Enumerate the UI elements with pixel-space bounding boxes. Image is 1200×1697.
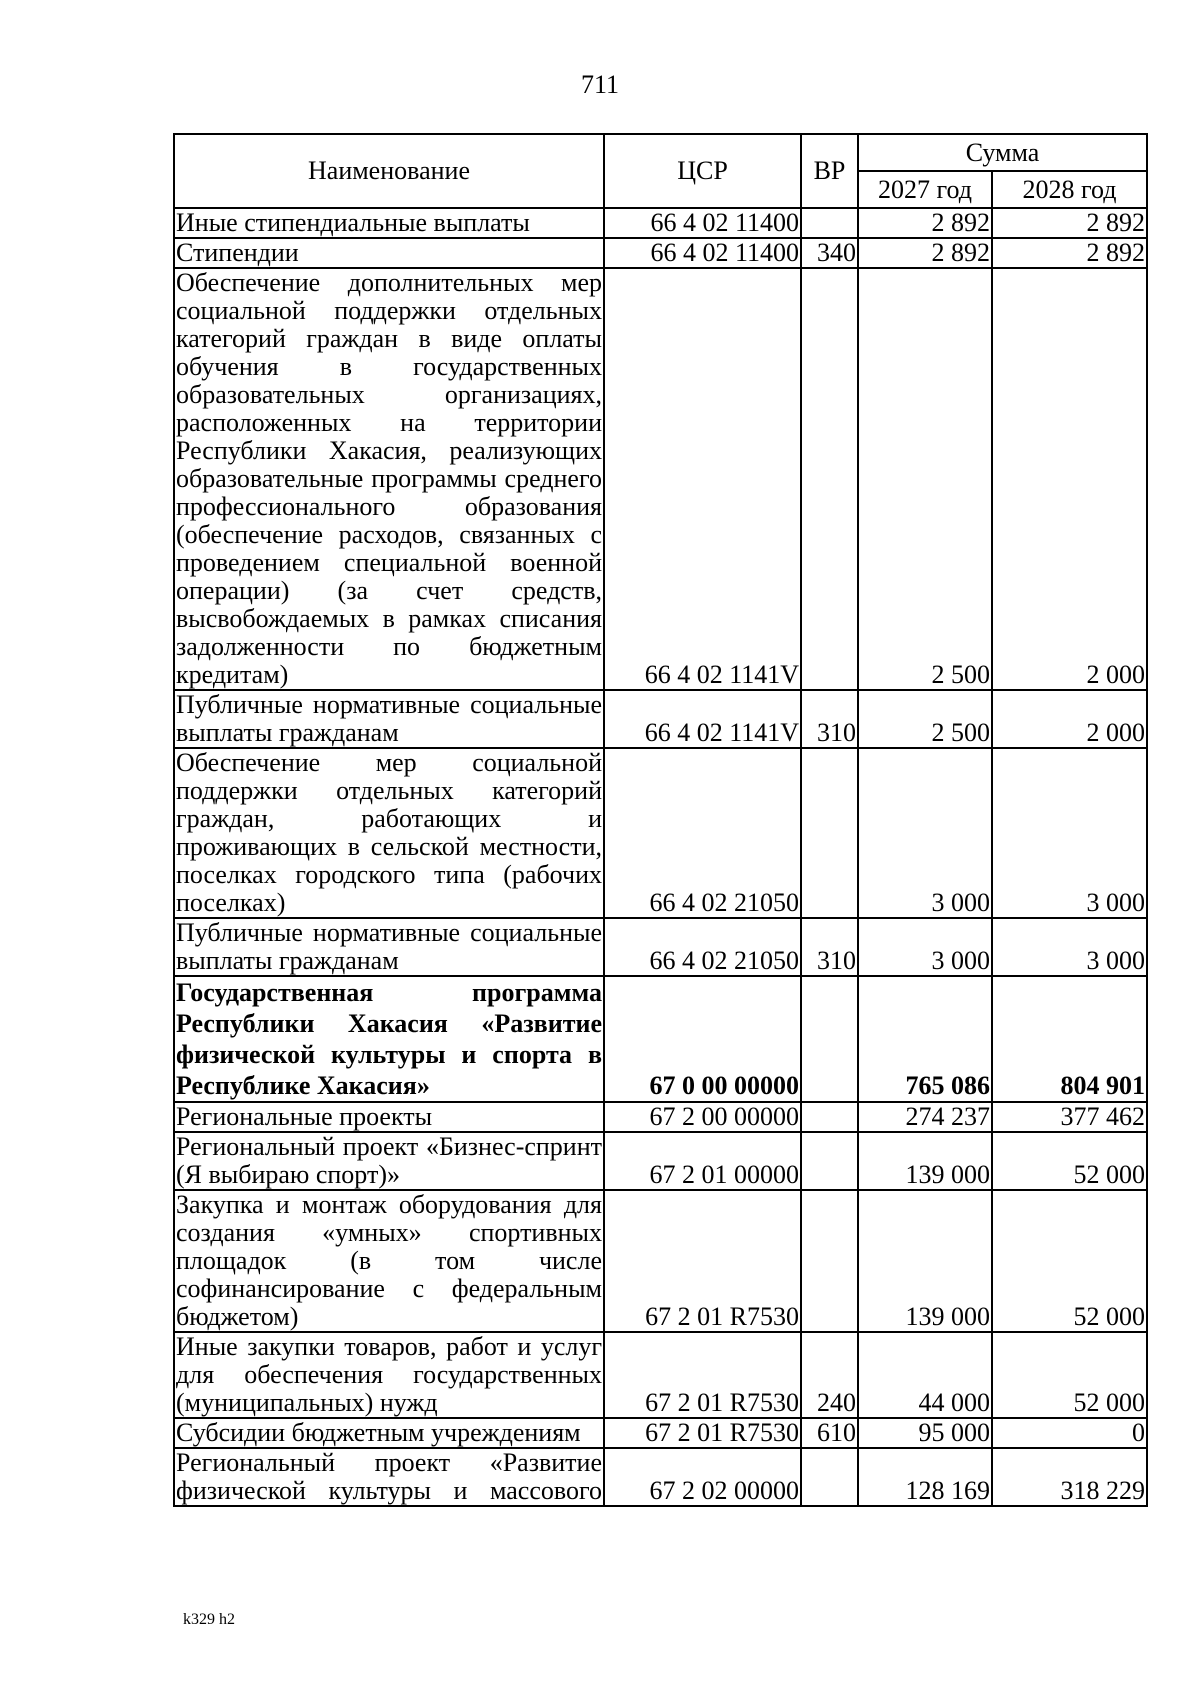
row-name: Иные закупки товаров, работ и услуг для обеспечения государственных (муниципальных) нужд [176, 1332, 602, 1417]
row-csr: 67 0 00 00000 [604, 976, 801, 1102]
row-csr: 67 2 01 R7530 [604, 1190, 801, 1332]
header-name: Наименование [174, 134, 604, 208]
row-name: Государственная программа Республики Хакасия «Развитие физической культуры и спорта в Республике Хакасия» [176, 978, 602, 1100]
row-csr: 66 4 02 1141V [604, 690, 801, 748]
row-csr: 67 2 01 00000 [604, 1132, 801, 1190]
row-csr: 66 4 02 21050 [604, 918, 801, 976]
header-csr: ЦСР [604, 134, 801, 208]
table-row [174, 268, 1147, 690]
row-vr: 310 [801, 690, 858, 748]
row-csr: 66 4 02 21050 [604, 748, 801, 918]
budget-table [173, 133, 1148, 1507]
table-row [174, 690, 1147, 748]
row-vr [801, 748, 858, 918]
row-sum-2028: 2 000 [992, 268, 1147, 690]
row-csr: 66 4 02 11400 [604, 238, 801, 268]
row-sum-2027: 139 000 [858, 1132, 992, 1190]
row-sum-2028: 52 000 [992, 1332, 1147, 1418]
row-csr: 67 2 00 00000 [604, 1102, 801, 1132]
row-csr: 67 2 01 R7530 [604, 1332, 801, 1418]
table-row [174, 748, 1147, 918]
row-csr: 67 2 01 R7530 [604, 1418, 801, 1448]
row-csr: 66 4 02 1141V [604, 268, 801, 690]
row-name: Субсидии бюджетным учреждениям [174, 1418, 604, 1448]
row-csr: 67 2 02 00000 [604, 1448, 801, 1506]
row-sum-2028: 377 462 [992, 1102, 1147, 1132]
row-vr [801, 208, 858, 238]
table-row [174, 918, 1147, 976]
table-row [174, 1332, 1147, 1418]
table-row [174, 1448, 1147, 1506]
row-name: Публичные нормативные социальные выплаты гражданам [176, 918, 602, 975]
table-header [174, 134, 1147, 208]
row-sum-2027: 44 000 [858, 1332, 992, 1418]
row-vr [801, 1190, 858, 1332]
table-body [174, 208, 1147, 1506]
row-name: Региональный проект «Бизнес-спринт (Я выбираю спорт)» [176, 1132, 602, 1189]
row-vr: 610 [801, 1418, 858, 1448]
row-name: Закупка и монтаж оборудования для создания «умных» спортивных площадок (в том числе софинансирование с федеральным бюджетом) [176, 1190, 602, 1331]
row-vr [801, 1448, 858, 1506]
table-row [174, 1418, 1147, 1448]
header-year-2027: 2027 год [858, 171, 992, 208]
table-row [174, 1132, 1147, 1190]
row-sum-2028: 52 000 [992, 1190, 1147, 1332]
table-row [174, 1102, 1147, 1132]
row-sum-2027: 2 892 [858, 238, 992, 268]
row-sum-2027: 3 000 [858, 748, 992, 918]
row-sum-2028: 52 000 [992, 1132, 1147, 1190]
row-sum-2027: 274 237 [858, 1102, 992, 1132]
row-sum-2028: 2 892 [992, 208, 1147, 238]
row-sum-2028: 3 000 [992, 748, 1147, 918]
row-csr: 66 4 02 11400 [604, 208, 801, 238]
row-sum-2028: 0 [992, 1418, 1147, 1448]
row-sum-2028: 318 229 [992, 1448, 1147, 1506]
row-name: Обеспечение мер социальной поддержки отдельных категорий граждан, работающих и проживающих в сельской местности, поселках городского типа (рабочих поселках) [176, 748, 602, 917]
header-year-2028: 2028 год [992, 171, 1147, 208]
row-vr [801, 1102, 858, 1132]
row-name: Иные стипендиальные выплаты [174, 208, 604, 238]
row-name: Обеспечение дополнительных мер социальной поддержки отдельных категорий граждан в виде оплаты обучения в государственных образовательных организациях, расположенных на территории Республики Хакасия, реализующих образовательные программы среднего профессионального образования (обеспечение расходов, связанных с проведением специальной военной операции) (за счет средств, высвобождаемых в рамках списания задолженности по бюджетным кредитам) [176, 268, 602, 689]
row-sum-2028: 3 000 [992, 918, 1147, 976]
row-sum-2028: 804 901 [992, 976, 1147, 1102]
row-sum-2027: 2 892 [858, 208, 992, 238]
row-sum-2027: 765 086 [858, 976, 992, 1102]
table-row [174, 208, 1147, 238]
row-name: Региональные проекты [174, 1102, 604, 1132]
row-sum-2027: 3 000 [858, 918, 992, 976]
footer-code: k329 h2 [183, 1611, 235, 1628]
row-name: Стипендии [174, 238, 604, 268]
row-sum-2027: 2 500 [858, 268, 992, 690]
table-row-program-total [174, 976, 1147, 1102]
header-vr: ВР [801, 134, 858, 208]
table-row [174, 1190, 1147, 1332]
row-name: Публичные нормативные социальные выплаты гражданам [176, 690, 602, 747]
row-vr [801, 268, 858, 690]
row-vr [801, 1132, 858, 1190]
row-name: Региональный проект «Развитие физической культуры и массового [176, 1448, 602, 1505]
row-sum-2028: 2 892 [992, 238, 1147, 268]
row-sum-2027: 2 500 [858, 690, 992, 748]
page-number: 711 [580, 70, 620, 99]
row-vr: 310 [801, 918, 858, 976]
row-sum-2028: 2 000 [992, 690, 1147, 748]
table-row [174, 238, 1147, 268]
row-vr: 240 [801, 1332, 858, 1418]
row-sum-2027: 128 169 [858, 1448, 992, 1506]
row-sum-2027: 95 000 [858, 1418, 992, 1448]
row-vr [801, 976, 858, 1102]
row-sum-2027: 139 000 [858, 1190, 992, 1332]
row-vr: 340 [801, 238, 858, 268]
header-sum: Сумма [858, 134, 1147, 171]
